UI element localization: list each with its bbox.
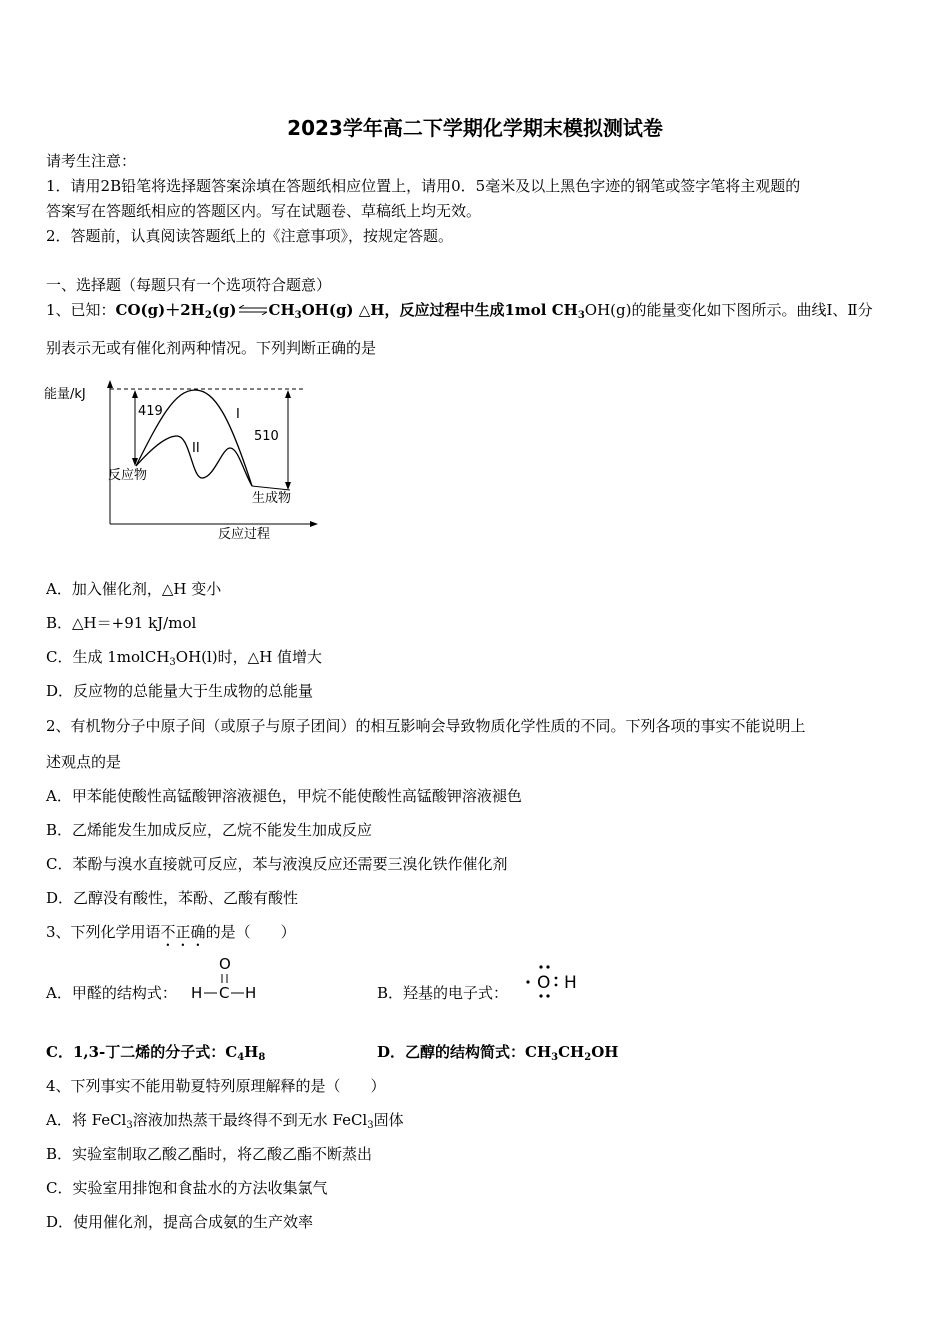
value-510: 510: [254, 429, 279, 444]
electron-dot: [546, 965, 549, 968]
q1-option-a: A．加入催化剂，△H 变小: [46, 580, 222, 598]
curve-II-label: II: [192, 441, 200, 456]
product-label: 生成物: [252, 491, 292, 506]
y-axis-label: 能量/kJ: [44, 387, 86, 402]
notice-item-2: 2．答题前，认真阅读答题纸上的《注意事项》，按规定答题。: [46, 227, 454, 245]
q4-option-d: D．使用催化剂，提高合成氨的生产效率: [46, 1213, 314, 1231]
formula-hydrogen-atom: H: [564, 973, 577, 993]
q2-option-a: A．甲苯能使酸性高锰酸钾溶液褪色，甲烷不能使酸性高锰酸钾溶液褪色: [46, 787, 522, 805]
arrow-510-head-down-icon: [285, 482, 291, 490]
curve-I-label: I: [236, 407, 240, 422]
q1-option-c: C．生成 1molCH$_3$OH(l)时，△H 值增大: [46, 648, 323, 668]
formula-oxygen: O: [219, 955, 231, 973]
notice-item-1-line-2: 答案写在答题纸相应的答题区内。写在试题卷、草稿纸上均无效。: [46, 202, 482, 220]
notice-heading: 请考生注意：: [46, 152, 137, 170]
arrow-510-head-up-icon: [285, 390, 291, 398]
value-419: 419: [138, 404, 163, 419]
page-title: 2023学年高二下学期化学期末模拟测试卷: [287, 116, 663, 140]
q1-option-d: D．反应物的总能量大于生成物的总能量: [46, 682, 314, 700]
product-level-line: [252, 486, 290, 490]
q3-option-b: B．羟基的电子式：: [377, 984, 509, 1002]
formaldehyde-structure: [188, 955, 268, 1007]
arrow-419-head-up-icon: [132, 390, 138, 398]
electron-dot: [555, 977, 558, 980]
electron-dot: [539, 965, 542, 968]
electron-dot: [526, 980, 529, 983]
q1-stem-line-1: 1、已知：$CO(g)+2H_2(g)$ $CH_3OH(g)$ △H，反应过程中生成1mol $CH_3OH(g)$的能量变化如下图所示。曲线Ⅰ、Ⅱ分: [46, 301, 873, 321]
y-axis-arrow-icon: [107, 380, 113, 388]
q2-option-c: C．苯酚与溴水直接就可反应，苯与液溴反应还需要三溴化铁作催化剂: [46, 855, 508, 873]
electron-dot: [546, 994, 549, 997]
formula-oxygen-atom: O: [537, 973, 551, 993]
section-heading: 一、选择题（每题只有一个选项符合题意）: [46, 276, 332, 294]
q3-option-c: C．1,3-丁二烯的分子式：$C_4H_8$: [46, 1043, 266, 1063]
q1-stem-line-2: 别表示无或有催化剂两种情况。下列判断正确的是: [46, 339, 377, 357]
q2-stem-line-1: 2、有机物分子中原子间（或原子与原子团间）的相互影响会导致物质化学性质的不同。下列各项的事实不能说明上: [46, 717, 806, 735]
formula-hydrogen-left: H: [191, 984, 203, 1002]
q2-option-b: B．乙烯能发生加成反应，乙烷不能发生加成反应: [46, 821, 373, 839]
x-axis-label: 反应过程: [218, 527, 271, 542]
q4-option-c: C．实验室用排饱和食盐水的方法收集氯气: [46, 1179, 328, 1197]
reactant-label: 反应物: [108, 468, 148, 483]
notice-item-1-line-1: 1．请用2B铅笔将选择题答案涂填在答题纸相应位置上，请用0．5毫米及以上黑色字迹的钢笔或签字笔将主观题的: [46, 177, 801, 195]
energy-diagram: [40, 378, 330, 548]
q3-stem: 3、下列化学用语不正确的是（ ）: [46, 923, 296, 941]
q1-option-b: B．△H＝+91 kJ/mol: [46, 614, 197, 632]
q2-stem-line-2: 述观点的是: [46, 753, 122, 771]
equilibrium-arrow-icon: [238, 305, 268, 315]
q3-option-d: D．乙醇的结构简式：$CH_3CH_2OH$: [377, 1043, 619, 1063]
q4-stem: 4、下列事实不能用勒夏特列原理解释的是（ ）: [46, 1077, 386, 1095]
hydroxyl-electron-formula: [522, 960, 592, 1006]
q2-option-d: D．乙醇没有酸性，苯酚、乙酸有酸性: [46, 889, 299, 907]
electron-dot: [555, 984, 558, 987]
emphasis-text: 不正确: [160, 923, 206, 941]
formula-carbon: C: [219, 984, 230, 1002]
q4-option-b: B．实验室制取乙酸乙酯时，将乙酸乙酯不断蒸出: [46, 1145, 373, 1163]
q3-option-a: A．甲醛的结构式：: [46, 984, 177, 1002]
x-axis-arrow-icon: [310, 521, 318, 527]
q4-option-a: A．将 FeCl$_3$溶液加热蒸干最终得不到无水 FeCl$_3$固体: [46, 1111, 404, 1131]
formula-hydrogen-right: H: [245, 984, 257, 1002]
electron-dot: [539, 994, 542, 997]
